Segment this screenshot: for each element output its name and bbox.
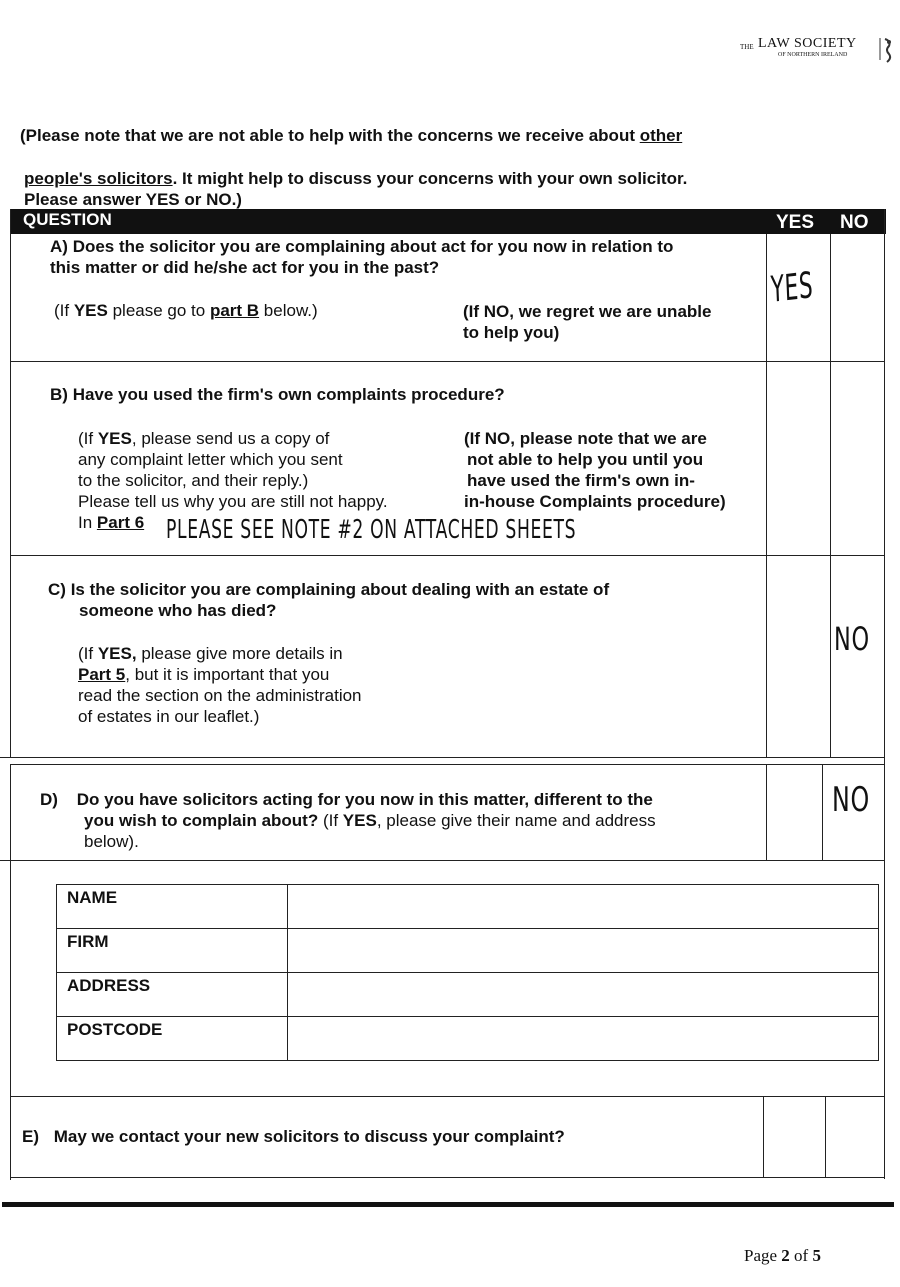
- table-left-border: [10, 209, 11, 757]
- d-if-rest: , please give their name and address: [376, 811, 656, 830]
- row-d-yes-divider: [766, 764, 767, 860]
- intro-line-1-underlined: other: [639, 126, 683, 145]
- details-left-border: [10, 860, 11, 1180]
- row-divider-b-c: [10, 555, 885, 556]
- address-label: ADDRESS: [67, 976, 151, 995]
- row-d-left-border: [10, 764, 11, 860]
- details-row-firm: [57, 929, 878, 973]
- b-if-no-line-2: not able to help you until you: [467, 450, 704, 469]
- if-yes-close: below.): [259, 301, 318, 320]
- d-if-open: (If: [318, 811, 343, 830]
- column-header-no: NO: [840, 212, 869, 233]
- question-d-text-3: below).: [84, 832, 139, 851]
- column-header-question: QUESTION: [23, 210, 112, 229]
- page-current: 2: [781, 1246, 790, 1265]
- row-divider-c-d: [0, 757, 885, 758]
- c-note-line-2: , but it is important that you: [125, 665, 330, 684]
- c-note-line-4: of estates in our leaflet.): [78, 707, 260, 726]
- question-e-text: May we contact your new solicitors to discuss your complaint?: [53, 1127, 565, 1146]
- question-e-no-box[interactable]: [826, 1097, 883, 1177]
- question-e-yes-box[interactable]: [764, 1097, 824, 1177]
- address-field[interactable]: [288, 973, 878, 1016]
- b-if-no-line-1: (If NO, please note that we are: [464, 429, 707, 448]
- part-5-reference: Part 5: [78, 665, 126, 684]
- b-if-yes-word: YES: [97, 429, 132, 448]
- intro-line-1: [20, 125, 682, 146]
- b-if-no-line-3: have used the firm's own in-: [467, 471, 695, 490]
- firm-field[interactable]: [288, 929, 878, 972]
- row-divider-details-e: [10, 1096, 885, 1097]
- b-if-yes-line-2: any complaint letter which you sent: [78, 450, 343, 469]
- b-if-yes-line-3: to the solicitor, and their reply.): [78, 471, 309, 490]
- bottom-rule: [2, 1202, 894, 1207]
- intro-line-3: Please answer YES or NO.): [24, 190, 242, 209]
- question-c: [48, 579, 609, 621]
- postcode-label: POSTCODE: [67, 1020, 163, 1039]
- page-prefix: Page: [744, 1246, 782, 1265]
- question-d: [40, 789, 653, 810]
- question-c-text-1: Is the solicitor you are complaining about dealing with an estate of: [70, 580, 610, 599]
- question-d-text-1: Do you have solicitors acting for you now in this matter, different to the: [76, 790, 653, 809]
- handwritten-answer-d-no: NO: [832, 780, 870, 820]
- handwritten-answer-a-yes: YES: [770, 265, 814, 311]
- firm-label: FIRM: [67, 932, 109, 951]
- question-a-label: A): [50, 237, 68, 256]
- b-if-yes-line-4: Please tell us why you are still not happy.: [78, 492, 388, 511]
- if-yes-open: (If: [54, 301, 74, 320]
- if-no-line-1: (If NO, we regret we are unable: [463, 302, 712, 321]
- question-d-text-2: you wish to complain about?: [84, 811, 319, 830]
- question-d-label: D): [40, 790, 58, 809]
- row-d-no-divider: [822, 764, 823, 860]
- page-total: 5: [812, 1246, 821, 1265]
- name-field[interactable]: [288, 885, 878, 928]
- question-c-label: C): [48, 580, 66, 599]
- question-a-if-no: [463, 301, 711, 343]
- c-note-yes: YES,: [97, 644, 137, 663]
- logo-small-text: THE: [740, 43, 754, 51]
- handwritten-note-b: PLEASE SEE NOTE #2 ON ATTACHED SHEETS: [166, 515, 577, 545]
- page-of: of: [789, 1246, 813, 1265]
- c-note-line-1: please give more details in: [136, 644, 343, 663]
- b-if-yes-line-1: , please send us a copy of: [131, 429, 330, 448]
- no-column-divider: [830, 234, 831, 757]
- intro-line-2: [24, 168, 687, 189]
- question-b-label: B): [50, 385, 68, 404]
- handwritten-answer-c-no: NO: [834, 620, 870, 658]
- if-yes-middle: please go to: [107, 301, 210, 320]
- page-number: [744, 1246, 821, 1266]
- row-divider-d-details: [0, 860, 885, 861]
- table-right-border: [884, 209, 885, 1179]
- b-if-yes-line-5: In: [78, 513, 97, 532]
- question-e: [22, 1126, 565, 1147]
- part-b-reference: part B: [209, 301, 260, 320]
- law-society-logo: [740, 36, 900, 66]
- question-b-text: Have you used the firm's own complaints procedure?: [72, 385, 505, 404]
- if-no-line-2: to help you): [463, 323, 560, 342]
- question-e-label: E): [22, 1127, 39, 1146]
- details-row-name: [57, 885, 878, 929]
- question-b-if-no: [464, 428, 726, 512]
- solicitor-details-table: [56, 884, 879, 1061]
- table-bottom-border: [10, 1177, 885, 1178]
- column-header-yes: YES: [776, 212, 815, 233]
- intro-line-1-text: (Please note that we are not able to help with the concerns we receive about: [20, 126, 640, 145]
- part-6-reference: Part 6: [96, 513, 145, 532]
- logo-sub-text: OF NORTHERN IRELAND: [778, 52, 848, 58]
- row-divider-a-b: [10, 361, 885, 362]
- b-if-no-line-4: in-house Complaints procedure): [464, 492, 726, 511]
- b-if-yes-open: (If: [78, 429, 98, 448]
- yes-column-divider: [766, 234, 767, 757]
- d-if-yes: YES: [342, 811, 377, 830]
- details-row-address: [57, 973, 878, 1017]
- question-a-text-1: Does the solicitor you are complaining about act for you now in relation to: [72, 237, 674, 256]
- logo-emblem-icon: [877, 36, 897, 64]
- intro-line-2-text: . It might help to discuss your concerns with your own solicitor.: [172, 169, 688, 188]
- name-label: NAME: [67, 888, 118, 907]
- question-a-if-yes: [54, 300, 318, 321]
- c-note-open: (If: [78, 644, 98, 663]
- logo-main-text: LAW SOCIETY: [758, 36, 857, 51]
- if-yes-word: YES: [73, 301, 108, 320]
- question-a-text-2: this matter or did he/she act for you in the past?: [50, 258, 440, 277]
- postcode-field[interactable]: [288, 1017, 878, 1060]
- row-d-top-border: [10, 764, 885, 765]
- table-header-bar: [11, 209, 886, 234]
- details-row-postcode: [57, 1017, 878, 1060]
- question-c-note: [78, 643, 362, 727]
- question-c-text-2: someone who has died?: [79, 601, 277, 620]
- intro-line-2-underlined: people's solicitors: [24, 169, 173, 188]
- c-note-line-3: read the section on the administration: [78, 686, 362, 705]
- question-b: [50, 384, 505, 405]
- question-d-line-2: [84, 810, 656, 852]
- question-a: [50, 236, 673, 278]
